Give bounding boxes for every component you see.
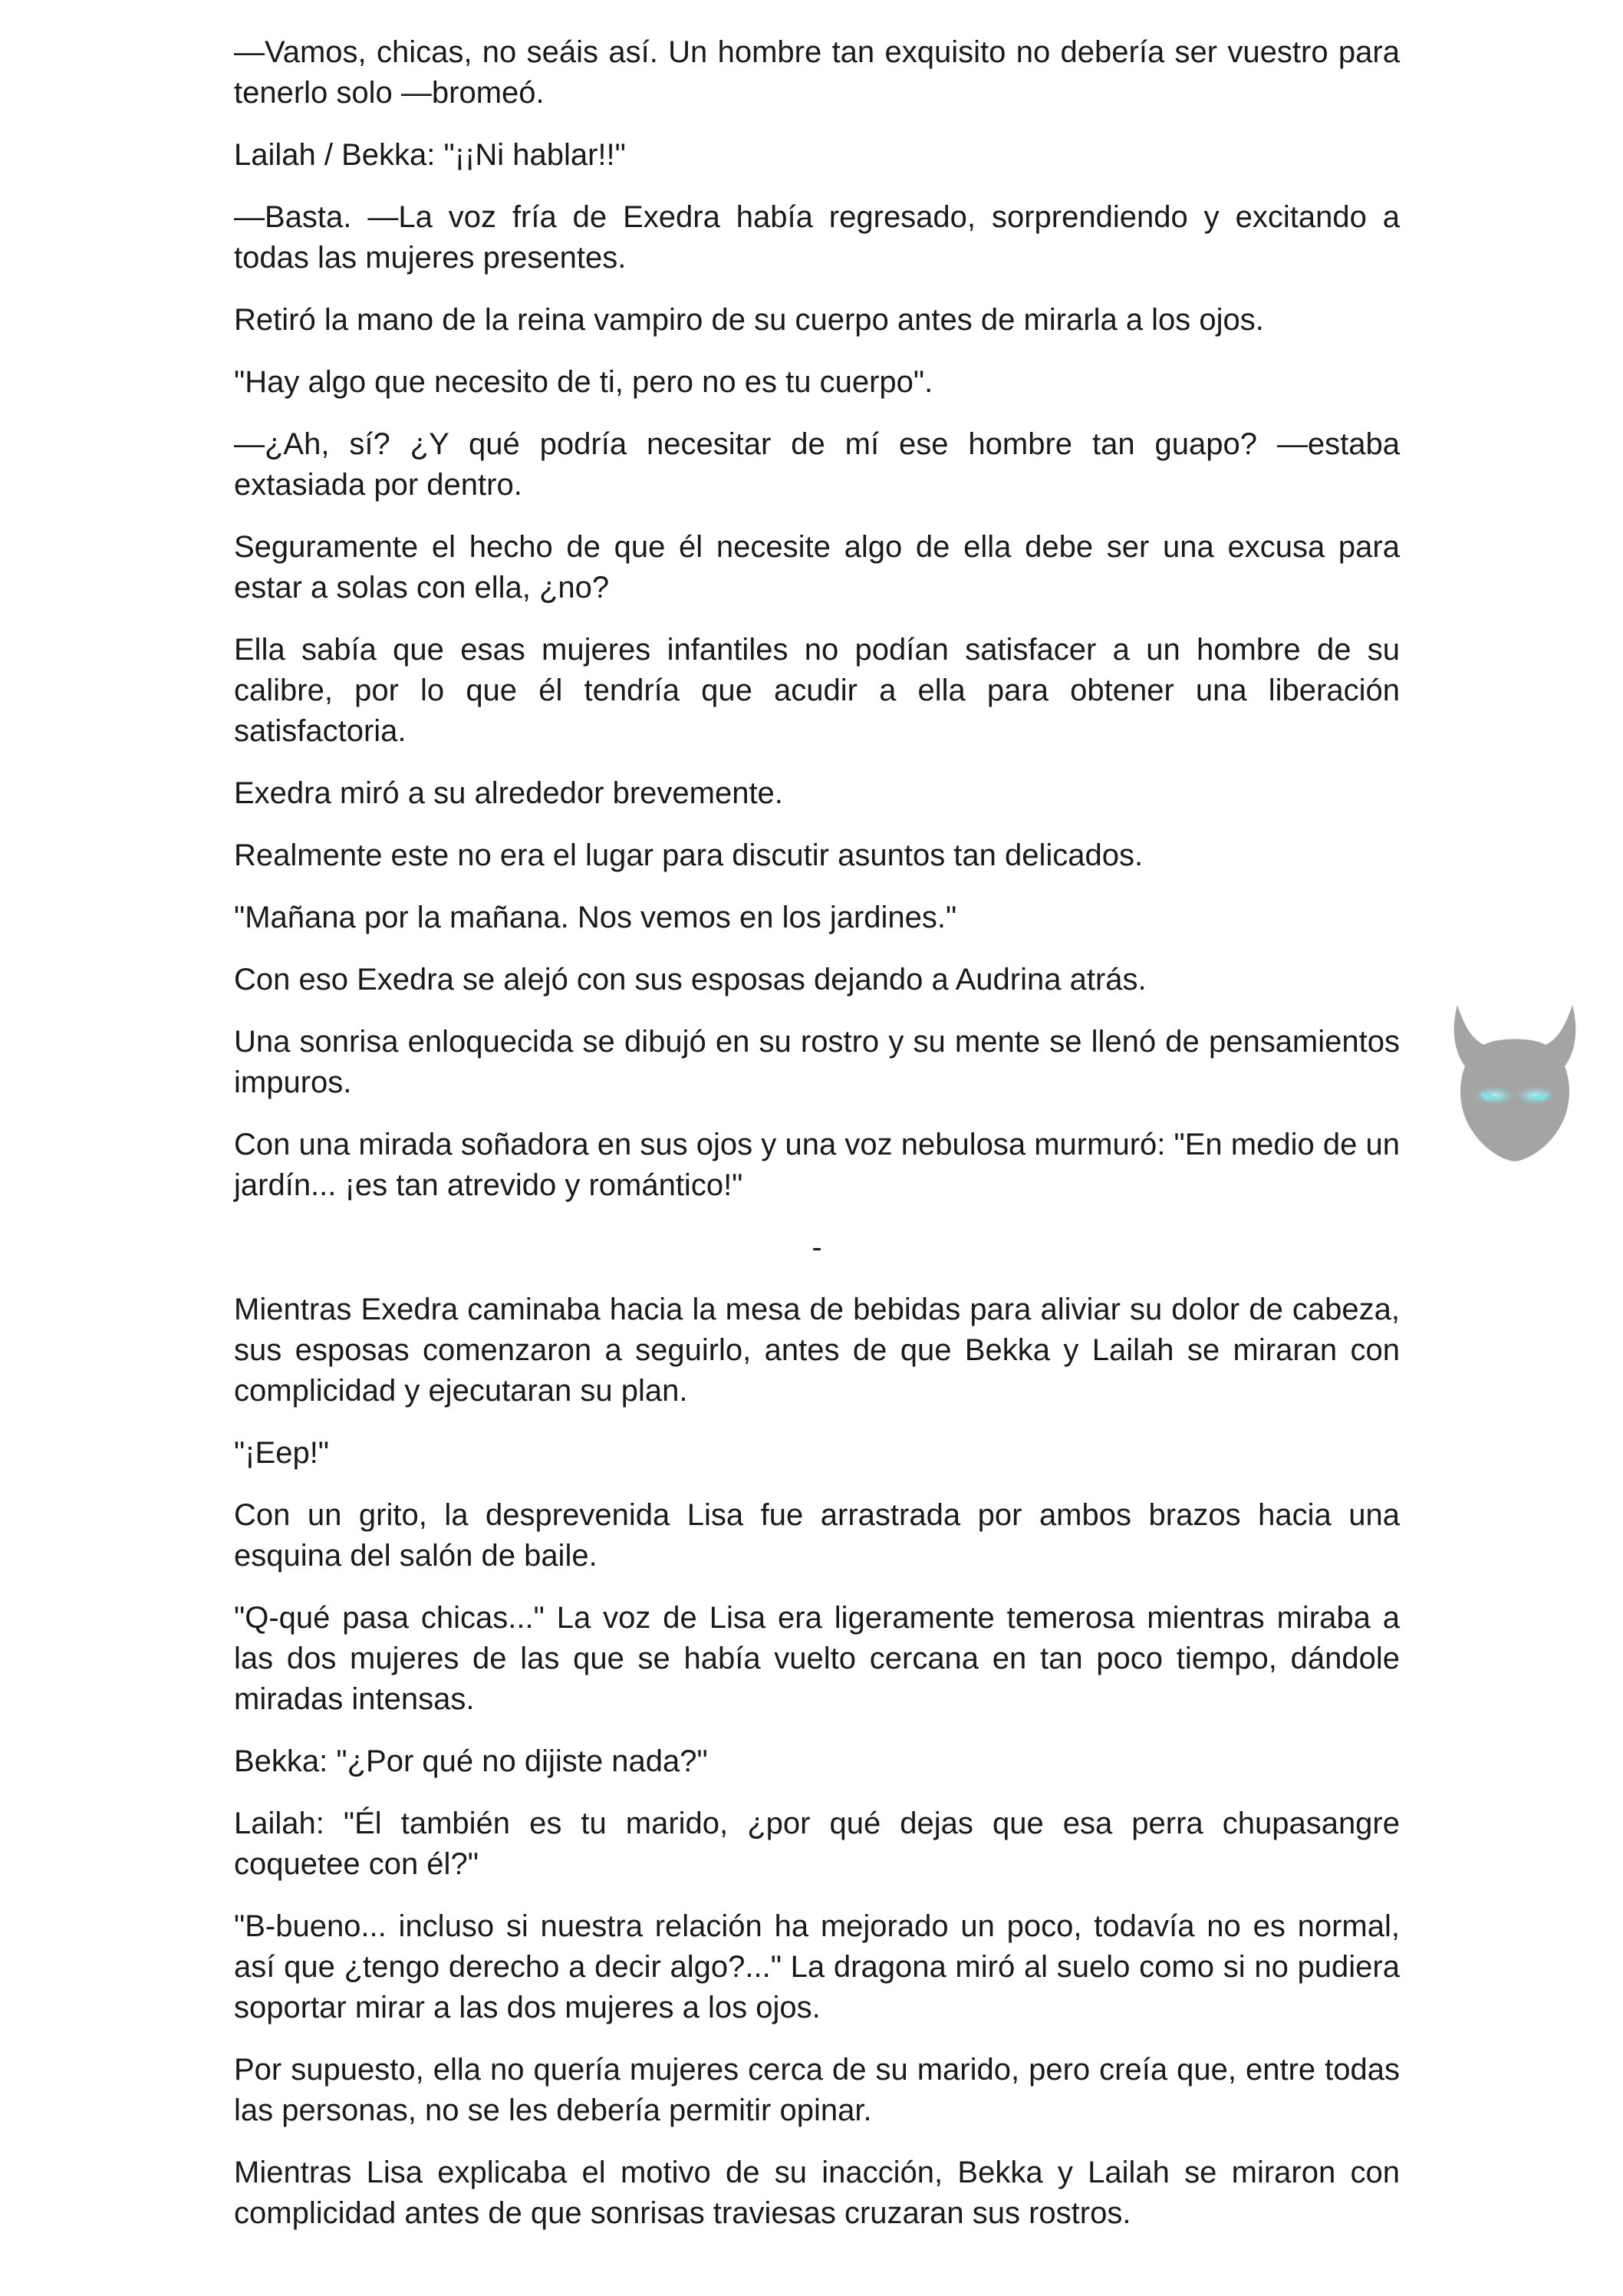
- paragraph: "Mañana por la mañana. Nos vemos en los jardines.": [234, 901, 957, 934]
- paragraph: Bekka: "¿Por qué no dijiste nada?": [234, 1744, 708, 1778]
- paragraph: —¿Ah, sí? ¿Y qué podría necesitar de mí ese hombre tan guapo? —estaba extasiada por dentro.: [234, 427, 1400, 502]
- paragraph: Retiró la mano de la reina vampiro de su cuerpo antes de mirarla a los ojos.: [234, 303, 1264, 337]
- paragraph: Una sonrisa enloquecida se dibujó en su rostro y su mente se llenó de pensamientos impuros.: [234, 1025, 1400, 1099]
- paragraph: Con eso Exedra se alejó con sus esposas dejando a Audrina atrás.: [234, 963, 1147, 996]
- paragraph: Exedra miró a su alrededor brevemente.: [234, 776, 783, 810]
- section-separator: -: [812, 1230, 822, 1264]
- paragraph: —Basta. —La voz fría de Exedra había regresado, sorprendiendo y excitando a todas las mujeres presentes.: [234, 200, 1400, 275]
- paragraph: "Hay algo que necesito de ti, pero no es tu cuerpo".: [234, 365, 933, 399]
- paragraph: Lailah: "Él también es tu marido, ¿por qué dejas que esa perra chupasangre coquetee con él?": [234, 1807, 1400, 1881]
- paragraph: Lailah / Bekka: "¡¡Ni hablar!!": [234, 138, 626, 172]
- paragraph: "Q-qué pasa chicas..." La voz de Lisa era ligeramente temerosa mientras miraba a las dos mujeres de las que se había vuelto cercana en tan poco tiempo, dándole miradas intensas.: [234, 1601, 1400, 1716]
- paragraph: Ella sabía que esas mujeres infantiles no podían satisfacer a un hombre de su calibre, por lo que él tendría que acudir a ella para obtener una liberación satisfactoria.: [234, 633, 1400, 748]
- paragraph: Con un grito, la desprevenida Lisa fue arrastrada por ambos brazos hacia una esquina del salón de baile.: [234, 1498, 1400, 1573]
- paragraph: "B-bueno... incluso si nuestra relación ha mejorado un poco, todavía no es normal, así que ¿tengo derecho a decir algo?..." La dragona miró al suelo como si no pudiera soportar mirar a las dos mujeres a los ojos.: [234, 1909, 1400, 2024]
- document-page: [234, 32, 1400, 2255]
- paragraph: Mientras Lisa explicaba el motivo de su inacción, Bekka y Lailah se miraron con complicidad antes de que sonrisas traviesas cruzaran sus rostros.: [234, 2156, 1400, 2230]
- paragraph: Mientras Exedra caminaba hacia la mesa de bebidas para aliviar su dolor de cabeza, sus esposas comenzaron a seguirlo, antes de que Bekka y Lailah se miraran con complicidad y ejecutaran su plan.: [234, 1293, 1400, 1408]
- paragraph: Seguramente el hecho de que él necesite algo de ella debe ser una excusa para estar a solas con ella, ¿no?: [234, 530, 1400, 604]
- paragraph: "¡Eep!": [234, 1436, 330, 1470]
- paragraph: —Vamos, chicas, no seáis así. Un hombre tan exquisito no debería ser vuestro para tenerlo solo —bromeó.: [234, 35, 1400, 110]
- watermark-logo: [1442, 997, 1588, 1166]
- paragraph: Con una mirada soñadora en sus ojos y una voz nebulosa murmuró: "En medio de un jardín... ¡es tan atrevido y romántico!": [234, 1128, 1400, 1202]
- paragraph: Realmente este no era el lugar para discutir asuntos tan delicados.: [234, 838, 1144, 872]
- paragraph: Por supuesto, ella no quería mujeres cerca de su marido, pero creía que, entre todas las personas, no se les debería permitir opinar.: [234, 2053, 1400, 2127]
- demon-head-icon: [1442, 997, 1588, 1166]
